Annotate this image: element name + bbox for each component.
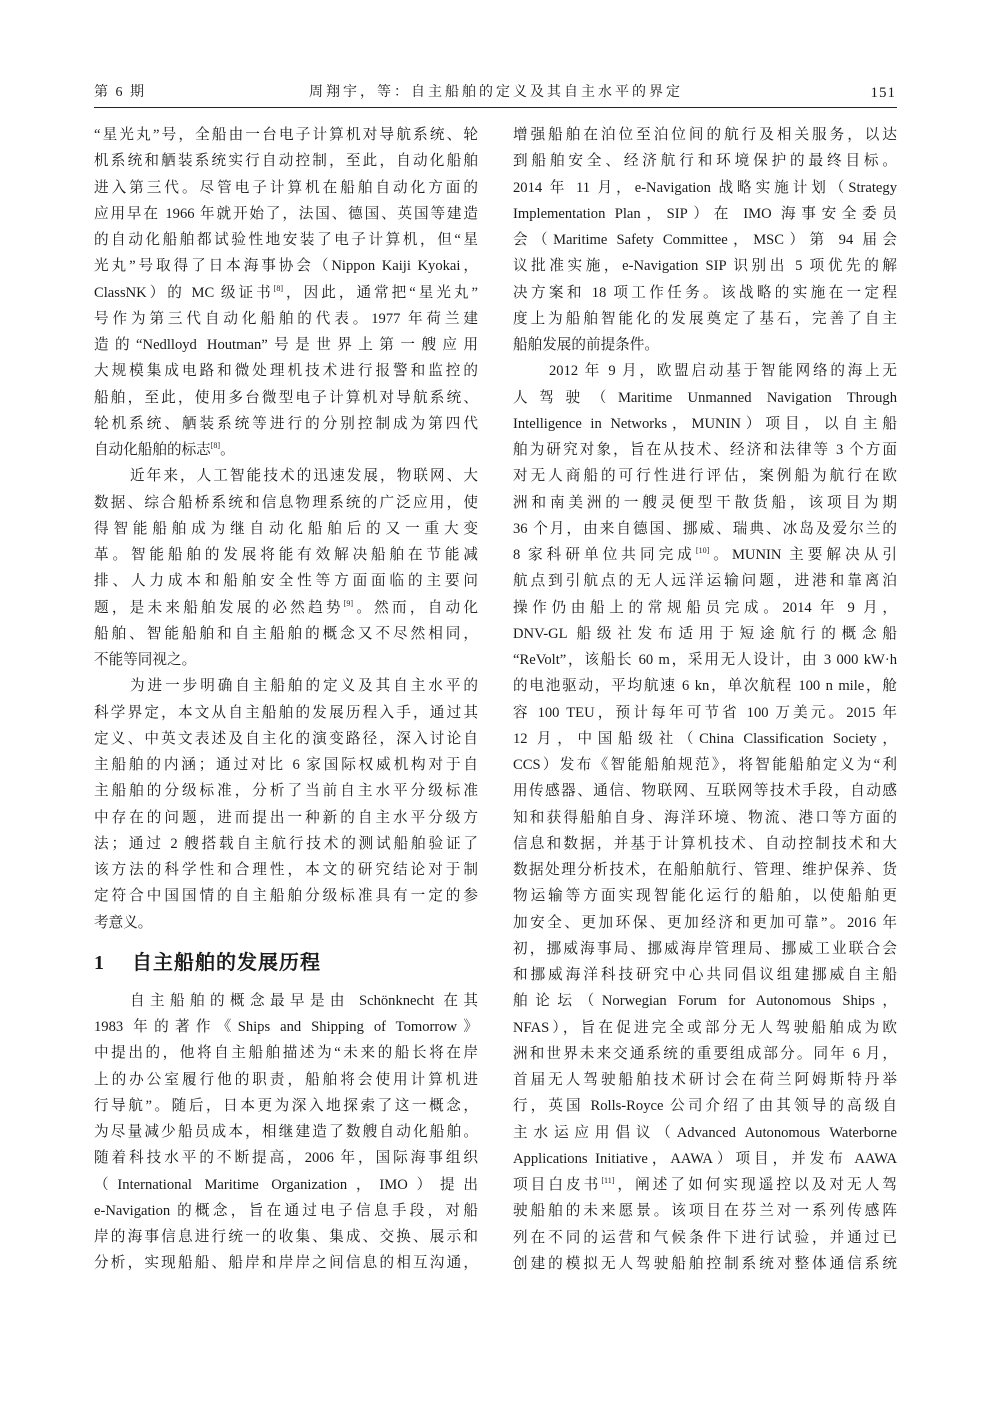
text-line: 船舶发展的前提条件。 [513,337,659,353]
text-line: 的自动化船舶都试验性地安装了电子计算机，但“星 [94,232,478,248]
text-line: e-Navigation 的概念，旨在通过电子信息手段，对船 [94,1202,478,1219]
text-line: 对无人商船的可行性进行评估，案例船为航行在欧 [513,468,897,485]
text-line [513,1172,897,1198]
text-line: 进入第三代。尽管电子计算机在船舶自动化方面的 [94,179,478,196]
text-line: 科学界定，本文从自主船舶的发展历程入手，通过其 [94,704,478,721]
text-line: Implementation Plan，SIP）在 IMO 海事安全委员 [513,205,897,222]
text-line: 光丸”号取得了日本海事协会（Nippon Kaiji Kyokai， [94,258,478,275]
text-line: 操作仍由船上的常规船员完成。2014 年 9 月， [513,599,897,616]
text-line: NFAS），旨在促进完全或部分无人驾驶船舶成为欧 [513,1019,897,1036]
text-line: 定符合中国国情的自主船舶分级标准具有一定的参 [94,888,478,905]
paragraph [94,988,478,1277]
text-line: 度上为船舶智能化的发展奠定了基石，完善了自主 [513,310,897,327]
text-line: CCS）发布《智能船舶规范》，将智能船舶定义为“利 [513,757,897,773]
text-line: 主水运应用倡议（Advanced Autonomous Waterborne [513,1124,897,1141]
text-line: Intelligence in Networks，MUNIN）项目，以自主船 [513,415,897,432]
text-line [94,437,478,463]
text-line [94,280,478,306]
text-line: 定义、中英文表述及自主化的演变路径，深入讨论自 [94,730,478,747]
paragraph [513,358,897,1277]
text-line: 到船舶安全、经济航行和环境保护的最终目标。 [513,153,897,170]
text-line: 36 个月，由来自德国、挪威、瑞典、冰岛及爱尔兰的 [513,520,897,537]
text-line: 1983 年的著作《Ships and Shipping of Tomorrow》 [94,1019,478,1035]
right-column [513,122,897,1277]
citation-marker: [10] [695,546,710,555]
text-line: 轮机系统、舾装系统等进行的分别控制成为第四代 [94,415,478,432]
text-segment: 。MUNIN 主要解决从引 [709,547,897,563]
text-line: 舶论坛（Norwegian Forum for Autonomous Ships， [513,993,897,1010]
text-segment: 。 [220,442,235,458]
text-segment: 8 家科研单位共同完成 [513,547,696,563]
text-line: 创建的模拟无人驾驶船舶控制系统对整体通信系统 [513,1255,897,1272]
text-line: 增强船舶在泊位至泊位间的航行及相关服务，以达 [513,127,897,143]
text-line: 洲和世界未来交通系统的重要组成部分。同年 6 月， [513,1045,897,1062]
text-line: 容 100 TEU，预计每年可节省 100 万美元。2015 年 [513,704,897,721]
text-line: 分析，实现船船、船岸和岸岸之间信息的相互沟通， [94,1255,478,1272]
text-line: 中存在的问题，进而提出一种新的自主水平分级方 [94,809,478,826]
citation-marker: [11] [601,1176,615,1185]
paragraph [94,673,478,936]
text-line: 法；通过 2 艘搭载自主航行技术的测试船舶验证了 [94,835,478,852]
text-segment: ，因此，通常把“星光丸” [283,284,478,301]
text-line: 岸的海事信息进行统一的收集、集成、交换、展示和 [94,1229,478,1245]
running-title: 周翔宇，等：自主船舶的定义及其自主水平的界定 [309,85,683,100]
text-line: 近年来，人工智能技术的迅速发展，物联网、大 [130,468,478,485]
section-title: 自主船舶的发展历程 [132,949,321,974]
text-line: 应用早在 1966 年就开始了，法国、德国、英国等建造 [94,205,478,222]
text-line: 船舶、智能船舶和自主船舶的概念又不尽然相同， [94,625,478,642]
text-line: 议批准实施，e-Navigation SIP 识别出 5 项优先的解 [513,258,897,275]
text-line: 自主船舶的概念最早是由 Schönknecht 在其 [130,992,478,1009]
text-segment: 。然而，自动化 [353,599,478,616]
paragraph [94,463,478,673]
text-line: 数据处理分析技术，在船舶航行、管理、维护保养、货 [513,862,897,878]
text-line: 加安全、更加环保、更加经济和更加可靠”。2016 年 [513,914,897,931]
text-line: 为进一步明确自主船舶的定义及其自主水平的 [130,678,478,695]
text-line: 洲和南美洲的一艘灵便型干散货船，该项目为期 [513,494,897,511]
text-line: 考意义。 [94,914,153,931]
text-segment: 项目白皮书 [513,1177,602,1193]
paragraph [513,122,897,358]
text-line: 和挪威海洋科技研究中心共同倡议组建挪威自主船 [513,967,897,983]
text-line: 数据、综合船桥系统和信息物理系统的广泛应用，使 [94,494,478,511]
text-line: 大规模集成电路和微处理机技术进行报警和监控的 [94,363,478,380]
text-line: 会（Maritime Safety Committee，MSC）第 94 届会 [513,232,897,248]
text-line: 上的办公室履行他的职责，船舶将会使用计算机进 [94,1071,478,1088]
text-line [513,542,897,568]
text-line: 为尽量减少船员成本，相继建造了数艘自动化船舶。 [94,1124,478,1140]
section-heading [94,936,478,988]
text-line: 随着科技水平的不断提高，2006 年，国际海事组织 [94,1150,478,1167]
text-line: 首届无人驾驶船舶技术研讨会在荷兰阿姆斯特丹举 [513,1072,897,1088]
citation-marker: [9] [343,598,354,608]
text-line: 人驾驶（Maritime Unmanned Navigation Through [513,389,897,406]
text-line: 信息和数据，并基于计算机技术、自动控制技术和大 [513,835,897,852]
citation-marker: [8] [273,283,284,293]
text-line: 主船舶的内涵；通过对比 6 家国际权威机构对于自 [94,757,478,773]
section-number: 1 [94,951,104,974]
text-segment: 题，是未来船舶发展的必然趋势 [94,599,344,616]
text-line: 排、人力成本和船舶安全性等方面面临的主要问 [94,573,478,590]
text-line: 中提出的，他将自主船舶描述为“未来的船长将在岸 [94,1045,478,1062]
text-line: DNV-GL 船级社发布适用于短途航行的概念船 [513,625,897,642]
text-line: 该方法的科学性和合理性，本文的研究结论对于制 [94,862,478,878]
text-segment: ClassNK）的 MC 级证书 [94,284,274,301]
text-line: 不能等同视之。 [94,652,197,668]
text-line: 得智能船舶成为继自动化船舶后的又一重大变 [94,520,478,537]
text-line: 行，英国 Rolls-Royce 公司介绍了由其领导的高级自 [513,1098,897,1115]
text-line: 主船舶的分级标准，分析了当前自主水平分级标准 [94,783,478,800]
text-line: “ReVolt”，该船长 60 m，采用无人设计，由 3 000 kW·h [513,652,897,668]
text-line: 航点到引航点的无人远洋运输问题，进港和靠离泊 [513,573,897,590]
text-line: “星光丸”号，全船由一台电子计算机对导航系统、轮 [94,127,478,143]
page-number: 151 [870,85,896,101]
text-segment: 自动化船舶的标志 [94,442,211,458]
text-line: 革。智能船舶的发展将能有效解决船舶在节能减 [94,547,478,563]
text-line: 船舶，至此，使用多台微型电子计算机对导航系统、 [94,389,478,406]
text-line: 造的“Nedlloyd Houtman”号是世界上第一艘应用 [94,337,478,353]
text-line: 物运输等方面实现智能化运行的船舶，以使船舶更 [513,888,897,905]
text-line: 12 月，中国船级社（China Classification Society， [513,730,897,747]
text-line: 知和获得船舶自身、海洋环境、物流、港口等方面的 [513,809,897,826]
text-line: 用传感器、通信、物联网、互联网等技术手段，自动感 [513,783,897,800]
text-line: 舶为研究对象，旨在从技术、经济和法律等 3 个方面 [513,442,897,458]
paragraph [94,122,478,463]
text-line: 机系统和舾装系统实行自动控制，至此，自动化船舶 [94,153,478,170]
text-line: Applications Initiative，AAWA）项目，并发布 AAWA [513,1150,897,1167]
text-line: 的电池驱动，平均航速 6 kn，单次航程 100 n mile，舱 [513,678,897,695]
text-line: 号作为第三代自动化船舶的代表。1977 年荷兰建 [94,310,478,327]
text-line [94,595,478,621]
left-column [94,122,478,1277]
text-segment: ，阐述了如何实现遥控以及对无人驾 [614,1177,897,1193]
text-line: 驶船舶的未来愿景。该项目在芬兰对一系列传感阵 [513,1203,897,1220]
journal-issue: 第 6 期 [94,85,146,100]
text-line: 初，挪威海事局、挪威海岸管理局、挪威工业联合会 [513,940,897,957]
text-line: 行导航”。随后，日本更为深入地探索了这一概念， [94,1097,478,1114]
text-line: 决方案和 18 项工作任务。该战略的实施在一定程 [513,284,897,301]
text-line: （International Maritime Organization，IMO）提出 [94,1176,478,1193]
header-rule [94,107,897,108]
text-line: 2012 年 9 月，欧盟启动基于智能网络的海上无 [549,363,897,380]
citation-marker: [8] [210,441,221,450]
text-line: 列在不同的运营和气候条件下进行试验，并通过已 [513,1229,897,1246]
text-line: 2014 年 11 月，e-Navigation 战略实施计划（Strategy [513,179,897,196]
